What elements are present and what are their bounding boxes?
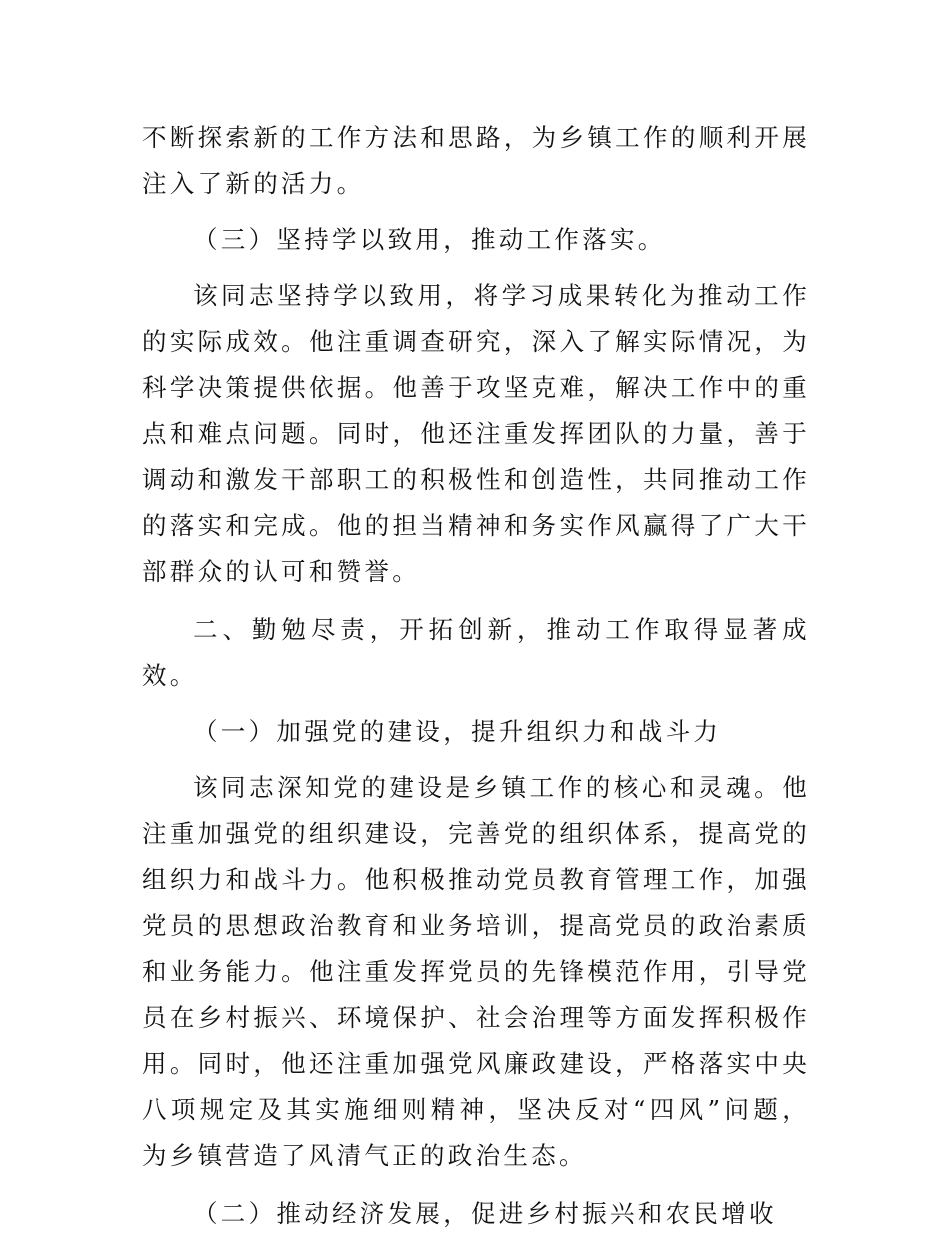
- paragraph-continuation: 不断探索新的工作方法和思路，为乡镇工作的顺利开展注入了新的活力。: [142, 123, 810, 198]
- subheading-3: （三）坚持学以致用，推动工作落实。: [193, 225, 666, 254]
- document-page: [142, 115, 810, 1237]
- paragraph-apply-learning: 该同志坚持学以致用，将学习成果转化为推动工作的实际成效。他注重调查研究，深入了解实际情况，为科学决策提供依据。他善于攻坚克难，解决工作中的重点和难点问题。同时，他还注重发挥团队的力量，善于调动和激发干部职工的积极性和创造性，共同推动工作的落实和完成。他的担当精神和务实作风赢得了广大干部群众的认可和赞誉。: [142, 281, 810, 586]
- section-heading-2: 二、勤勉尽责，开拓创新，推动工作取得显著成效。: [142, 615, 810, 690]
- subheading-2: （二）推动经济发展，促进乡村振兴和农民增收: [193, 1199, 777, 1228]
- paragraph-party-building: 该同志深知党的建设是乡镇工作的核心和灵魂。他注重加强党的组织建设，完善党的组织体系，提高党的组织力和战斗力。他积极推动党员教育管理工作，加强党员的思想政治教育和业务培训，提高党员的政治素质和业务能力。他注重发挥党员的先锋模范作用，引导党员在乡村振兴、环境保护、社会治理等方面发挥积极作用。同时，他还注重加强党风廉政建设，严格落实中央八项规定及其实施细则精神，坚决反对“四风”问题，为乡镇营造了风清气正的政治生态。: [142, 773, 810, 1170]
- subheading-1: （一）加强党的建设，提升组织力和战斗力: [193, 717, 722, 746]
